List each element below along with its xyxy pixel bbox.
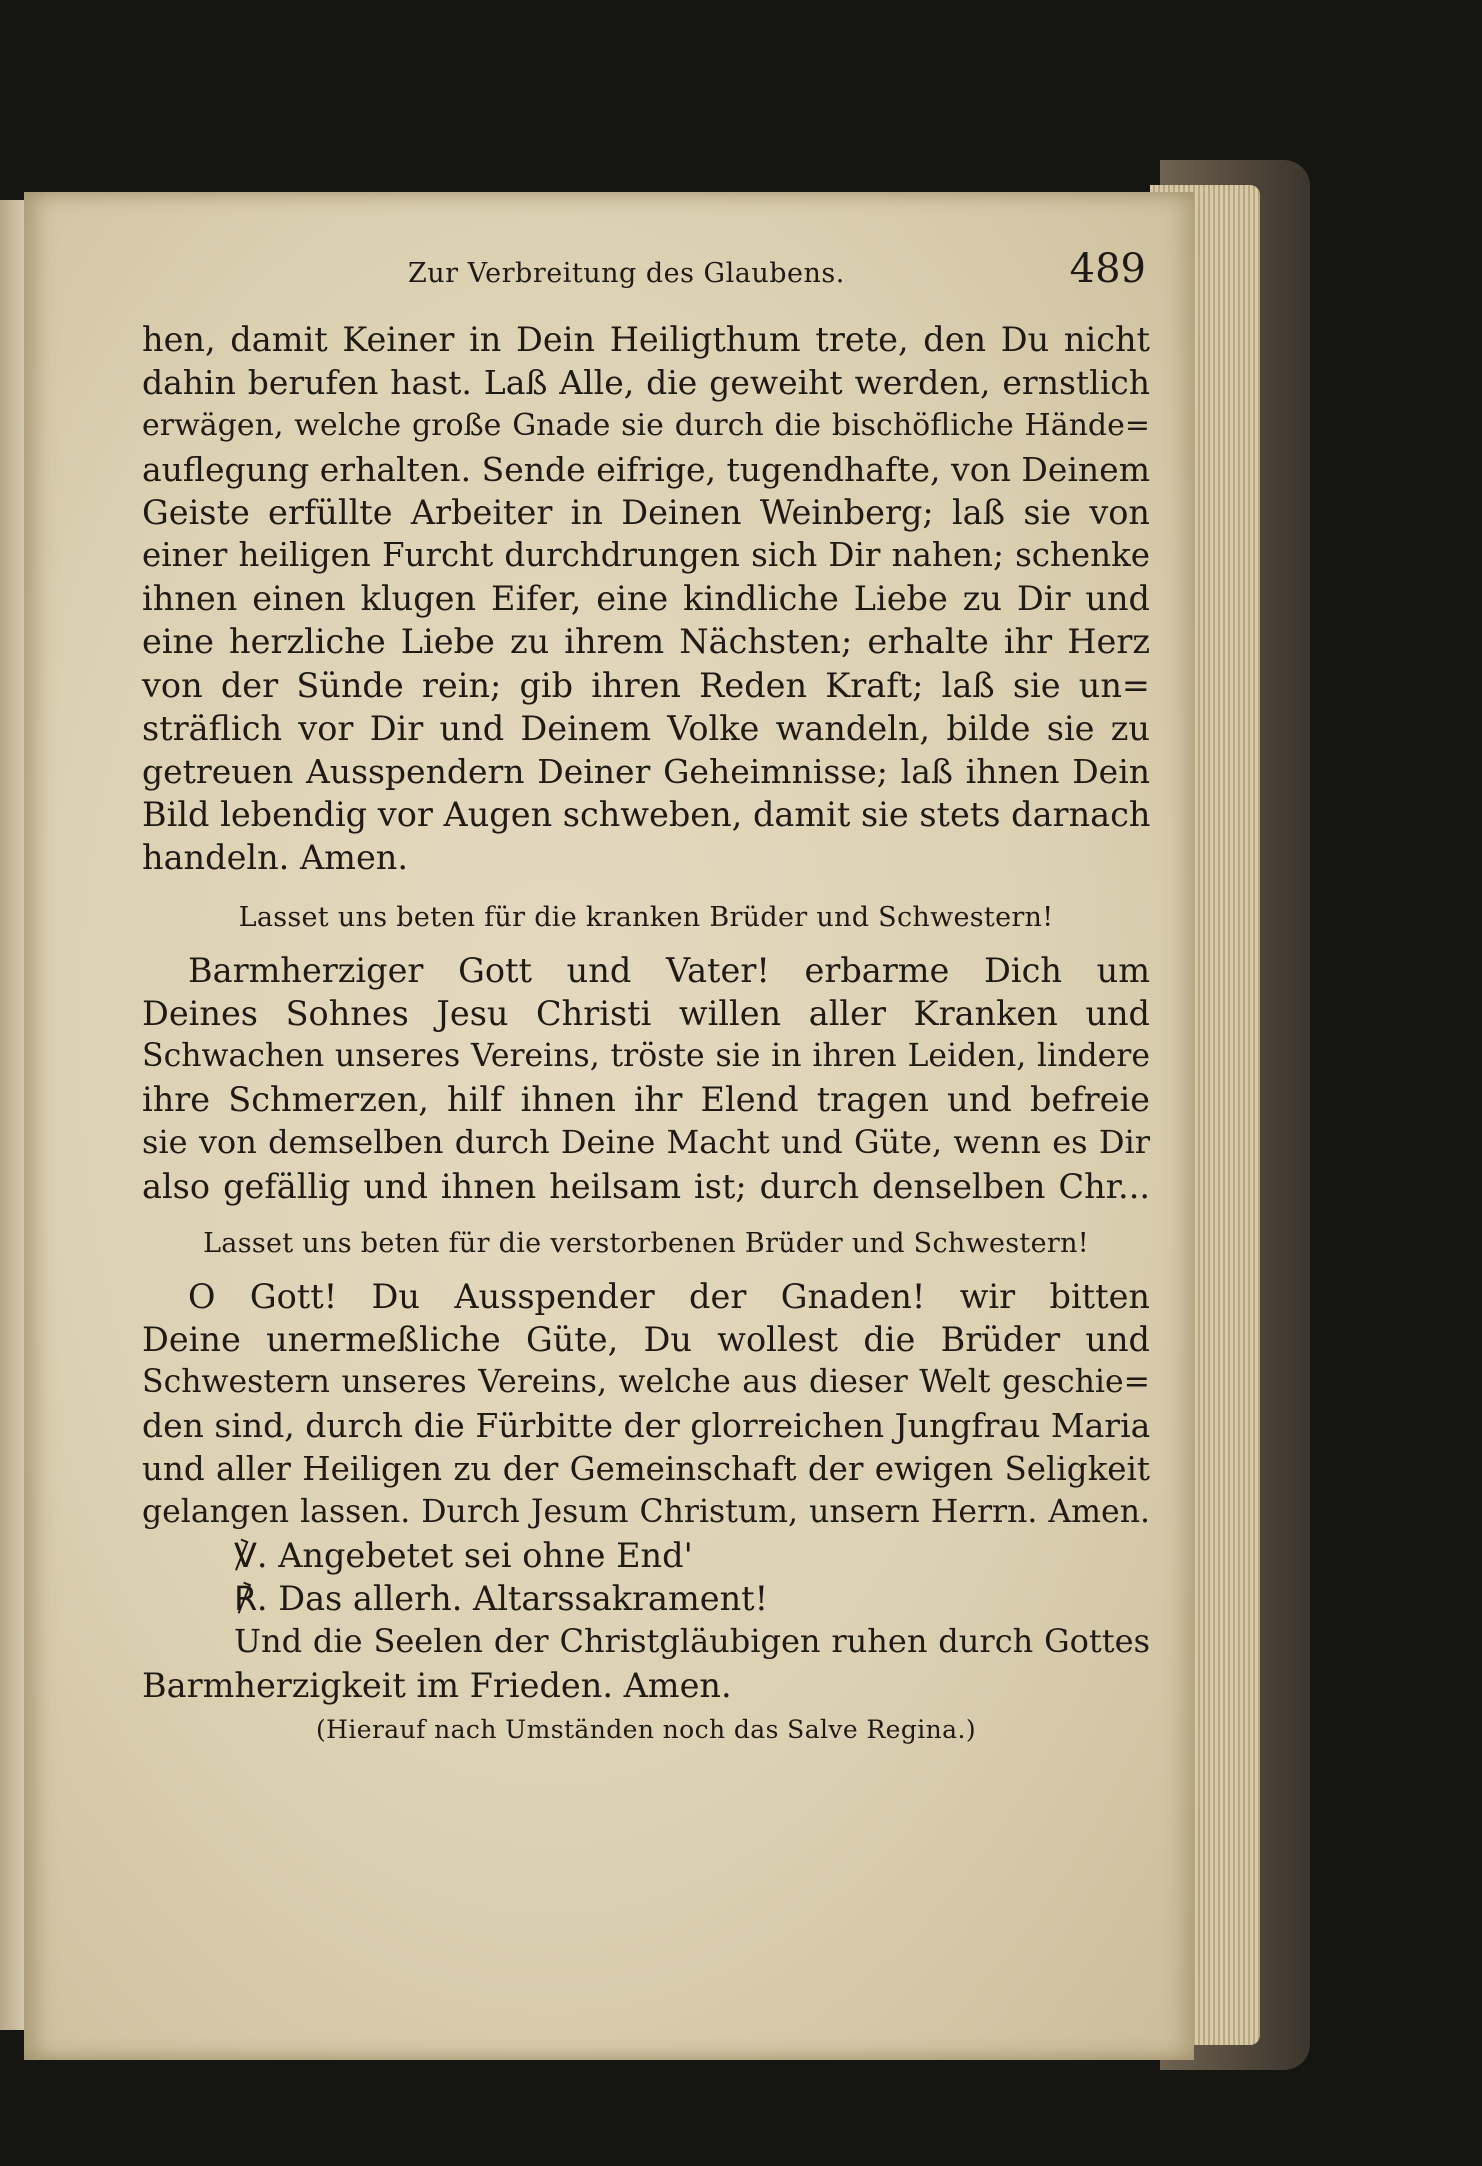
text-line: eine herzliche Liebe zu ihrem Nächsten; erhalte ihr Herz <box>142 622 1150 662</box>
text-line: sträflich vor Dir und Deinem Volke wandeln, bilde sie zu <box>142 708 1150 748</box>
text-line: Barmherziger Gott und Vater! erbarme Dich um <box>188 950 1150 990</box>
text-line: Barmherzigkeit im Frieden. Amen. <box>142 1665 732 1705</box>
text-line: also gefällig und ihnen heilsam ist; durch denselben Chr... <box>142 1166 1150 1206</box>
text-line: Schwachen unseres Vereins, tröste sie in ihren Leiden, lindere <box>142 1038 1150 1075</box>
text-line: von der Sünde rein; gib ihren Reden Kraft; laß sie un= <box>142 665 1150 705</box>
running-head: Zur Verbreitung des Glaubens. <box>408 258 845 289</box>
text-line: Deine unermeßliche Güte, Du wollest die Brüder und <box>142 1320 1150 1360</box>
text-line: den sind, durch die Fürbitte der glorreichen Jungfrau Maria <box>142 1406 1151 1446</box>
footnote: (Hierauf nach Umständen noch das Salve Regina.) <box>316 1714 976 1744</box>
text-line: getreuen Ausspendern Deiner Geheimnisse; laß ihnen Dein <box>142 752 1150 792</box>
section-heading-sick: Lasset uns beten für die kranken Brüder und Schwestern! <box>238 901 1054 933</box>
page-number: 489 <box>1069 246 1146 292</box>
text-line: Deines Sohnes Jesu Christi willen aller Kranken und <box>142 993 1150 1033</box>
text-line: hen, damit Keiner in Dein Heiligthum trete, den Du nicht <box>142 320 1150 359</box>
text-line: ihre Schmerzen, hilf ihnen ihr Elend tragen und befreie <box>142 1080 1150 1120</box>
text-line: sie von demselben durch Deine Macht und Güte, wenn es Dir <box>142 1123 1150 1162</box>
text-line: erwägen, welche große Gnade sie durch die bischöfliche Hände= <box>142 408 1150 444</box>
text-line: Schwestern unseres Vereins, welche aus dieser Welt geschie= <box>142 1364 1150 1401</box>
book-page <box>24 192 1194 2060</box>
text-line: handeln. Amen. <box>142 838 408 878</box>
prayer-paragraph-sick <box>142 949 1150 1208</box>
text-line: auflegung erhalten. Sende eifrige, tugendhafte, von Deinem <box>142 449 1150 489</box>
text-line: ihnen einen klugen Eifer, eine kindliche Liebe zu Dir und <box>142 579 1150 619</box>
text-line: gelangen lassen. Durch Jesum Christum, unsern Herrn. Amen. <box>142 1493 1150 1530</box>
section-heading-deceased: Lasset uns beten für die verstorbenen Brüder und Schwestern! <box>203 1227 1089 1259</box>
text-line: O Gott! Du Ausspender der Gnaden! wir bitten <box>188 1276 1150 1316</box>
response: ℟. Das allerh. Altarssakrament! <box>234 1579 769 1619</box>
page-header <box>142 238 1150 310</box>
prayer-paragraph-ordination <box>142 318 1150 880</box>
text-line: dahin berufen hast. Laß Alle, die geweiht werden, ernstlich <box>142 363 1150 403</box>
text-line: einer heiligen Furcht durchdrungen sich Dir nahen; schenke <box>142 536 1150 575</box>
text-line: Und die Seelen der Christgläubigen ruhen durch Gottes <box>234 1622 1150 1661</box>
text-line: Bild lebendig vor Augen schweben, damit sie stets darnach <box>142 795 1151 835</box>
text-line: Geiste erfüllte Arbeiter in Deinen Weinberg; laß sie von <box>142 492 1150 532</box>
versicle: ℣. Angebetet sei ohne End' <box>234 1536 693 1576</box>
page-content <box>142 238 1150 1744</box>
text-line: und aller Heiligen zu der Gemeinschaft der ewigen Seligkeit <box>142 1449 1150 1488</box>
prayer-paragraph-souls <box>142 1620 1150 1706</box>
prayer-paragraph-deceased <box>142 1275 1150 1534</box>
